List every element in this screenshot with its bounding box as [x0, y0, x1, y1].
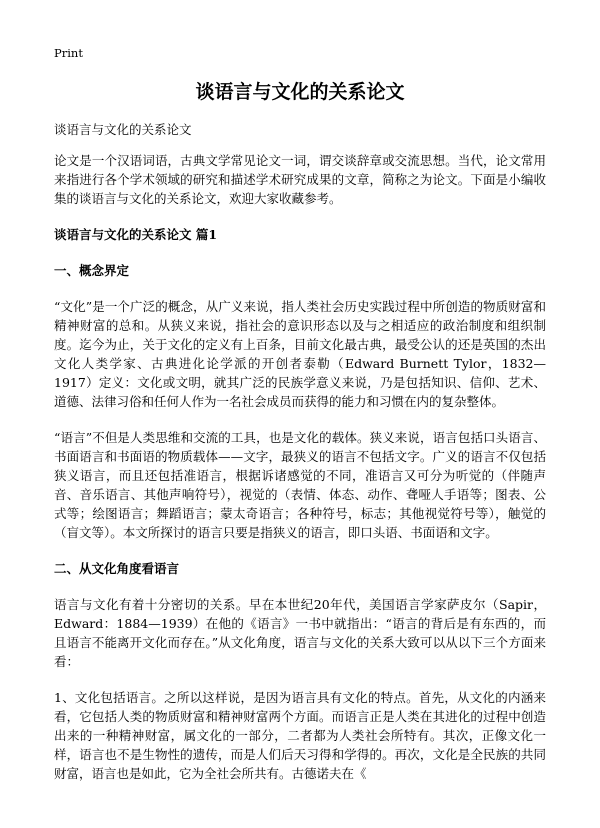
intro-paragraph: 论文是一个汉语词语，古典文学常见论文一词，谓交谈辞章或交流思想。当代，论文常用来指进行各个学术领域的研究和描述学术研究成果的文章，简称之为论文。下面是小编收集的谈语言与文化的关系论文，欢迎大家收藏参考。	[54, 153, 546, 206]
section-heading-1: 一、概念界定	[54, 263, 130, 278]
document-body	[54, 120, 546, 800]
document-subtitle: 谈语言与文化的关系论文	[54, 122, 192, 137]
print-label: Print	[54, 46, 83, 60]
section-heading-2: 二、从文化角度看语言	[54, 561, 180, 576]
article-heading: 谈语言与文化的关系论文 篇1	[54, 227, 218, 242]
page-title: 谈语言与文化的关系论文	[195, 81, 405, 103]
paragraph-language-definition: “语言”不但是人类思维和交流的工具，也是文化的载体。狭义来说，语言包括口头语言、书面语言和书面语的物质载体——文字，最狭义的语言不包括文字。广义的语言不仅包括狭义语言，而且还包括准语言，根据诉诸感觉的不同，准语言又可分为听觉的（伴随声音、音乐语言、其他声响符号），视觉的（表情、体态、动作、聋哑人手语等；图表、公式等；绘图语言；舞蹈语言；蒙太奇语言；各种符号，标志；其他视觉符号等），触觉的（盲文等）。本文所探讨的语言只要是指狭义的语言，即口头语、书面语和文字。	[54, 430, 546, 540]
paragraph-culture-includes-language: 1、文化包括语言。之所以这样说，是因为语言具有文化的特点。首先，从文化的内涵来看，它包括人类的物质财富和精神财富两个方面。而语言正是人类在其进化的过程中创造出来的一种精神财富，属文化的一部分，二者都为人类社会所特有。其次，正像文化一样，语言也不是生物性的遗传，而是人们后天习得和学得的。再次，文化是全民族的共同财富，语言也是如此，它为全社会所共有。古德诺夫在《	[54, 690, 546, 781]
paragraph-relationship: 语言与文化有着十分密切的关系。早在本世纪20年代，美国语言学家萨皮尔（Sapir，Edward：1884—1939）在他的《语言》一书中就指出：“语言的背后是有东西的，而且语言不能离开文化而存在。”从文化角度，语言与文化的关系大致可以从以下三个方面来看：	[54, 597, 546, 669]
paragraph-culture-definition: “文化”是一个广泛的概念，从广义来说，指人类社会历史实践过程中所创造的物质财富和精神财富的总和。从狭义来说，指社会的意识形态以及与之相适应的政治制度和组织制度。迄今为止，关于文化的定义有上百条，目前文化最古典，最受公认的还是英国的杰出文化人类学家、古典进化论学派的开创者泰勒（Edward Burnett Tylor，1832—1917）定义：文化或文明，就其广泛的民族学意义来说，乃是包括知识、信仰、艺术、道德、法律习俗和任何人作为一名社会成员而获得的能力和习惯在内的复杂整体。	[54, 299, 546, 409]
